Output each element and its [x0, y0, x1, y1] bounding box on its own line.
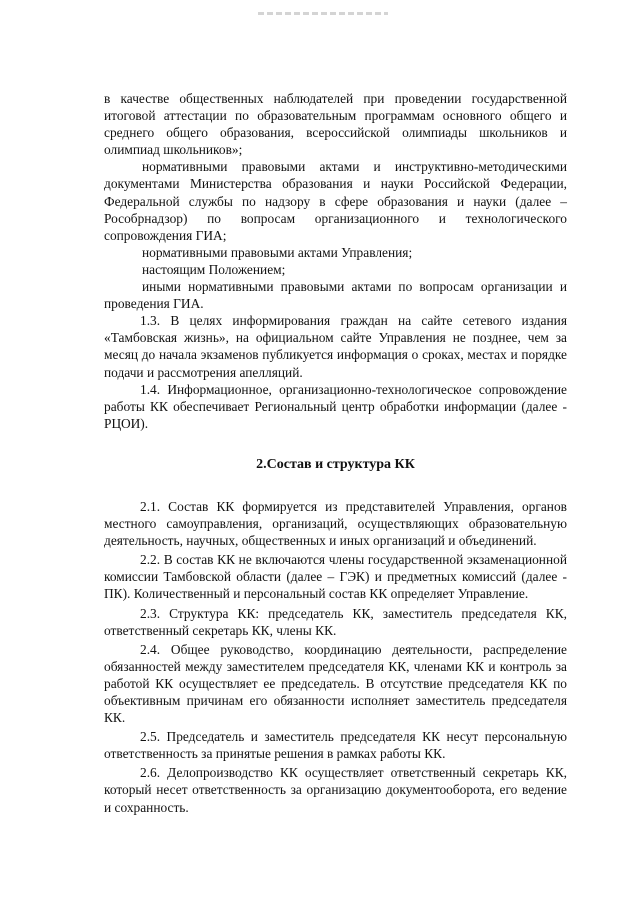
paragraph-2-5: 2.5. Председатель и заместитель председателя КК несут персональную ответственность за принятые решения в рамках работы КК.: [104, 729, 567, 762]
paragraph-2-4: 2.4. Общее руководство, координацию деятельности, распределение обязанностей между заместителем председателя КК, членами КК и контроль за работой КК осуществляет ее председатель. В отсутствие председателя КК по объективным причинам его обязанности исполняет заместитель председателя КК.: [104, 641, 567, 726]
paragraph-1-4: 1.4. Информационное, организационно-технологическое сопровождение работы КК обеспечивает Региональный центр обработки информации (далее - РЦОИ).: [104, 381, 567, 431]
paragraph-other-acts: иными нормативными правовыми актами по вопросам организации и проведения ГИА.: [104, 279, 567, 312]
paragraph-2-3: 2.3. Структура КК: председатель КК, заместитель председателя КК, ответственный секретарь КК, члены КК.: [104, 605, 567, 638]
document-body: [104, 90, 567, 816]
paragraph-1-3: 1.3. В целях информирования граждан на сайте сетевого издания «Тамбовская жизнь», на официальном сайте Управления не позднее, чем за месяц до начала экзаменов публикуется информация о сроках, местах и порядке подачи и рассмотрения апелляций.: [104, 313, 567, 380]
paragraph-2-6: 2.6. Делопроизводство КК осуществляет ответственный секретарь КК, который несет ответственность за организацию документооборота, его ведение и сохранность.: [104, 765, 567, 815]
paragraph-this-regulation: настоящим Положением;: [142, 261, 286, 277]
section-title: 2.Состав и структура КК: [256, 456, 415, 472]
paragraph-2-1: 2.1. Состав КК формируется из представителей Управления, органов местного самоуправления, организаций, осуществляющих образовательную деятельность, научных, общественных и иных организаций и объединений.: [104, 498, 567, 549]
paragraph-observers: в качестве общественных наблюдателей при проведении государственной итоговой аттестации по образовательным программам основного общего и среднего общего образования, всероссийской олимпиады школьников и олимпиад школьников»;: [104, 91, 567, 158]
paragraph-normative-acts-ministry: нормативными правовыми актами и инструктивно-методическими документами Министерства образования и науки Российской Федерации, Федеральной службы по надзору в сфере образования и науки (далее – Рособрнадзор) по вопросам организационного и технологического сопровождения ГИА;: [104, 159, 567, 243]
header-mark: [258, 12, 388, 15]
paragraph-2-2: 2.2. В состав КК не включаются члены государственной экзаменационной комиссии Тамбовской области (далее – ГЭК) и предметных комиссий (далее - ПК). Количественный и персональный состав КК определяет Управление.: [104, 552, 567, 602]
paragraph-normative-acts-department: нормативными правовыми актами Управления;: [142, 244, 413, 260]
